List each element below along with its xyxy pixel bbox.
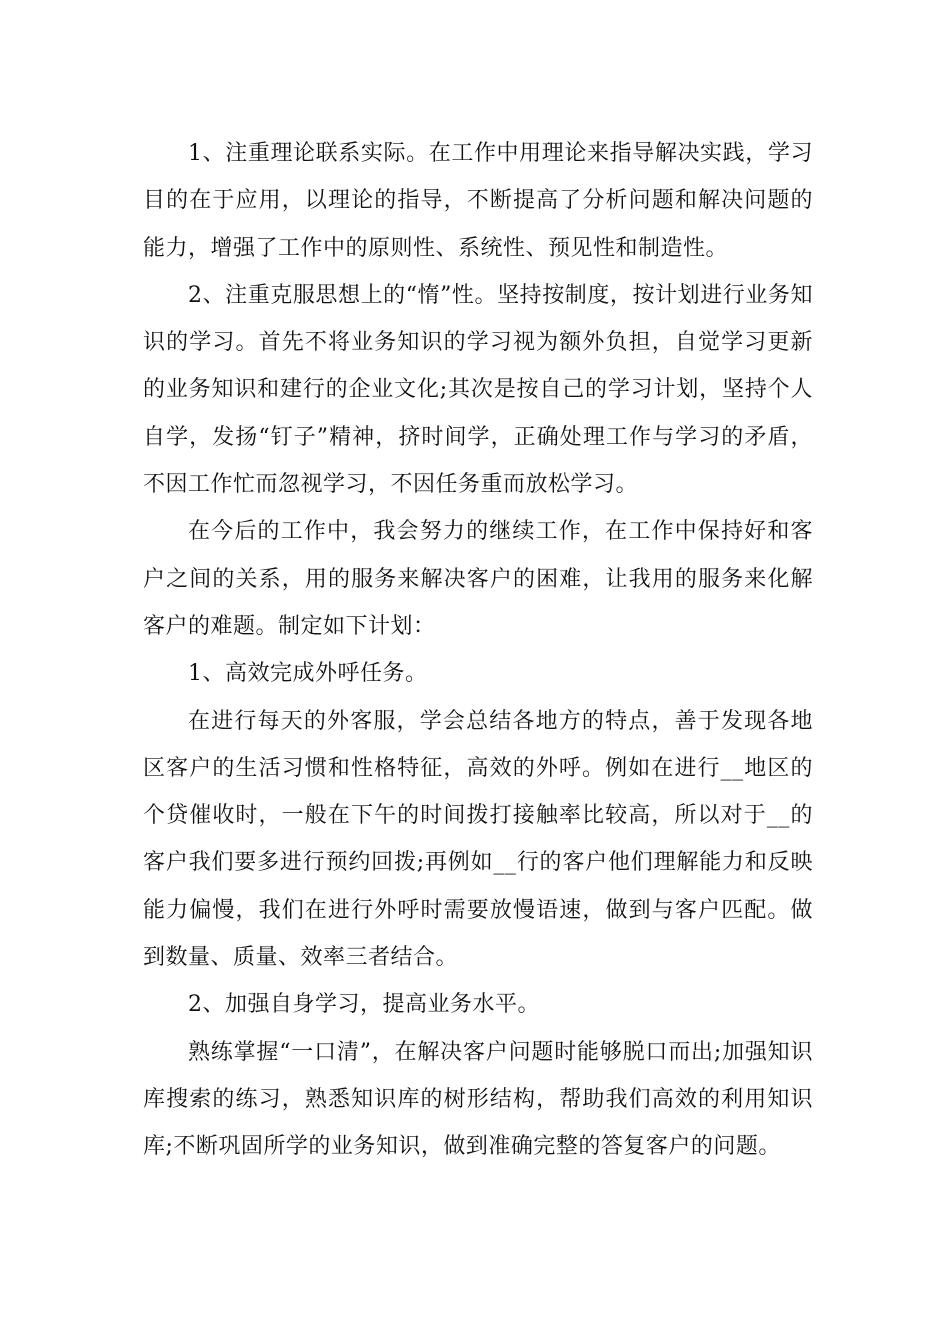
paragraph-overcome-laziness: 2、注重克服思想上的“惰”性。坚持按制度，按计划进行业务知识的学习。首先不将业务知识的学习视为额外负担，自觉学习更新的业务知识和建行的企业文化;其次是按自己的学习计划，坚持个人自学，发扬“钉子”精神，挤时间学，正确处理工作与学习的矛盾，不因工作忙而忽视学习，不因任务重而放松学习。 [143, 282, 813, 498]
paragraph-plan-item-2: 2、加强自身学习，提高业务水平。 [188, 992, 540, 1018]
paragraph-future-work: 在今后的工作中，我会努力的继续工作，在工作中保持好和客户之间的关系，用的服务来解决客户的困难，让我用的服务来化解客户的难题。制定如下计划： [143, 519, 813, 639]
paragraph-plan-item-1: 1、高效完成外呼任务。 [188, 661, 428, 687]
paragraph-theory-practice: 1、注重理论联系实际。在工作中用理论来指导解决实践，学习目的在于应用，以理论的指导，不断提高了分析问题和解决问题的能力，增强了工作中的原则性、系统性、预见性和制造性。 [143, 141, 813, 261]
paragraph-self-study: 熟练掌握“一口清”，在解决客户问题时能够脱口而出;加强知识库搜索的练习，熟悉知识库的树形结构，帮助我们高效的利用知识库;不断巩固所学的业务知识，做到准确完整的答复客户的问题。 [143, 1039, 813, 1160]
paragraph-outbound-calls: 在进行每天的外客服，学会总结各地方的特点，善于发现各地区客户的生活习惯和性格特征，高效的外呼。例如在进行__地区的个贷催收时，一般在下午的时间拨打接触率比较高，所以对于__的客户我们要多进行预约回拨;再例如__行的客户他们理解能力和反映能力偏慢，我们在进行外呼时需要放慢语速，做到与客户匹配。做到数量、质量、效率三者结合。 [143, 708, 813, 971]
document-body [143, 130, 813, 1171]
